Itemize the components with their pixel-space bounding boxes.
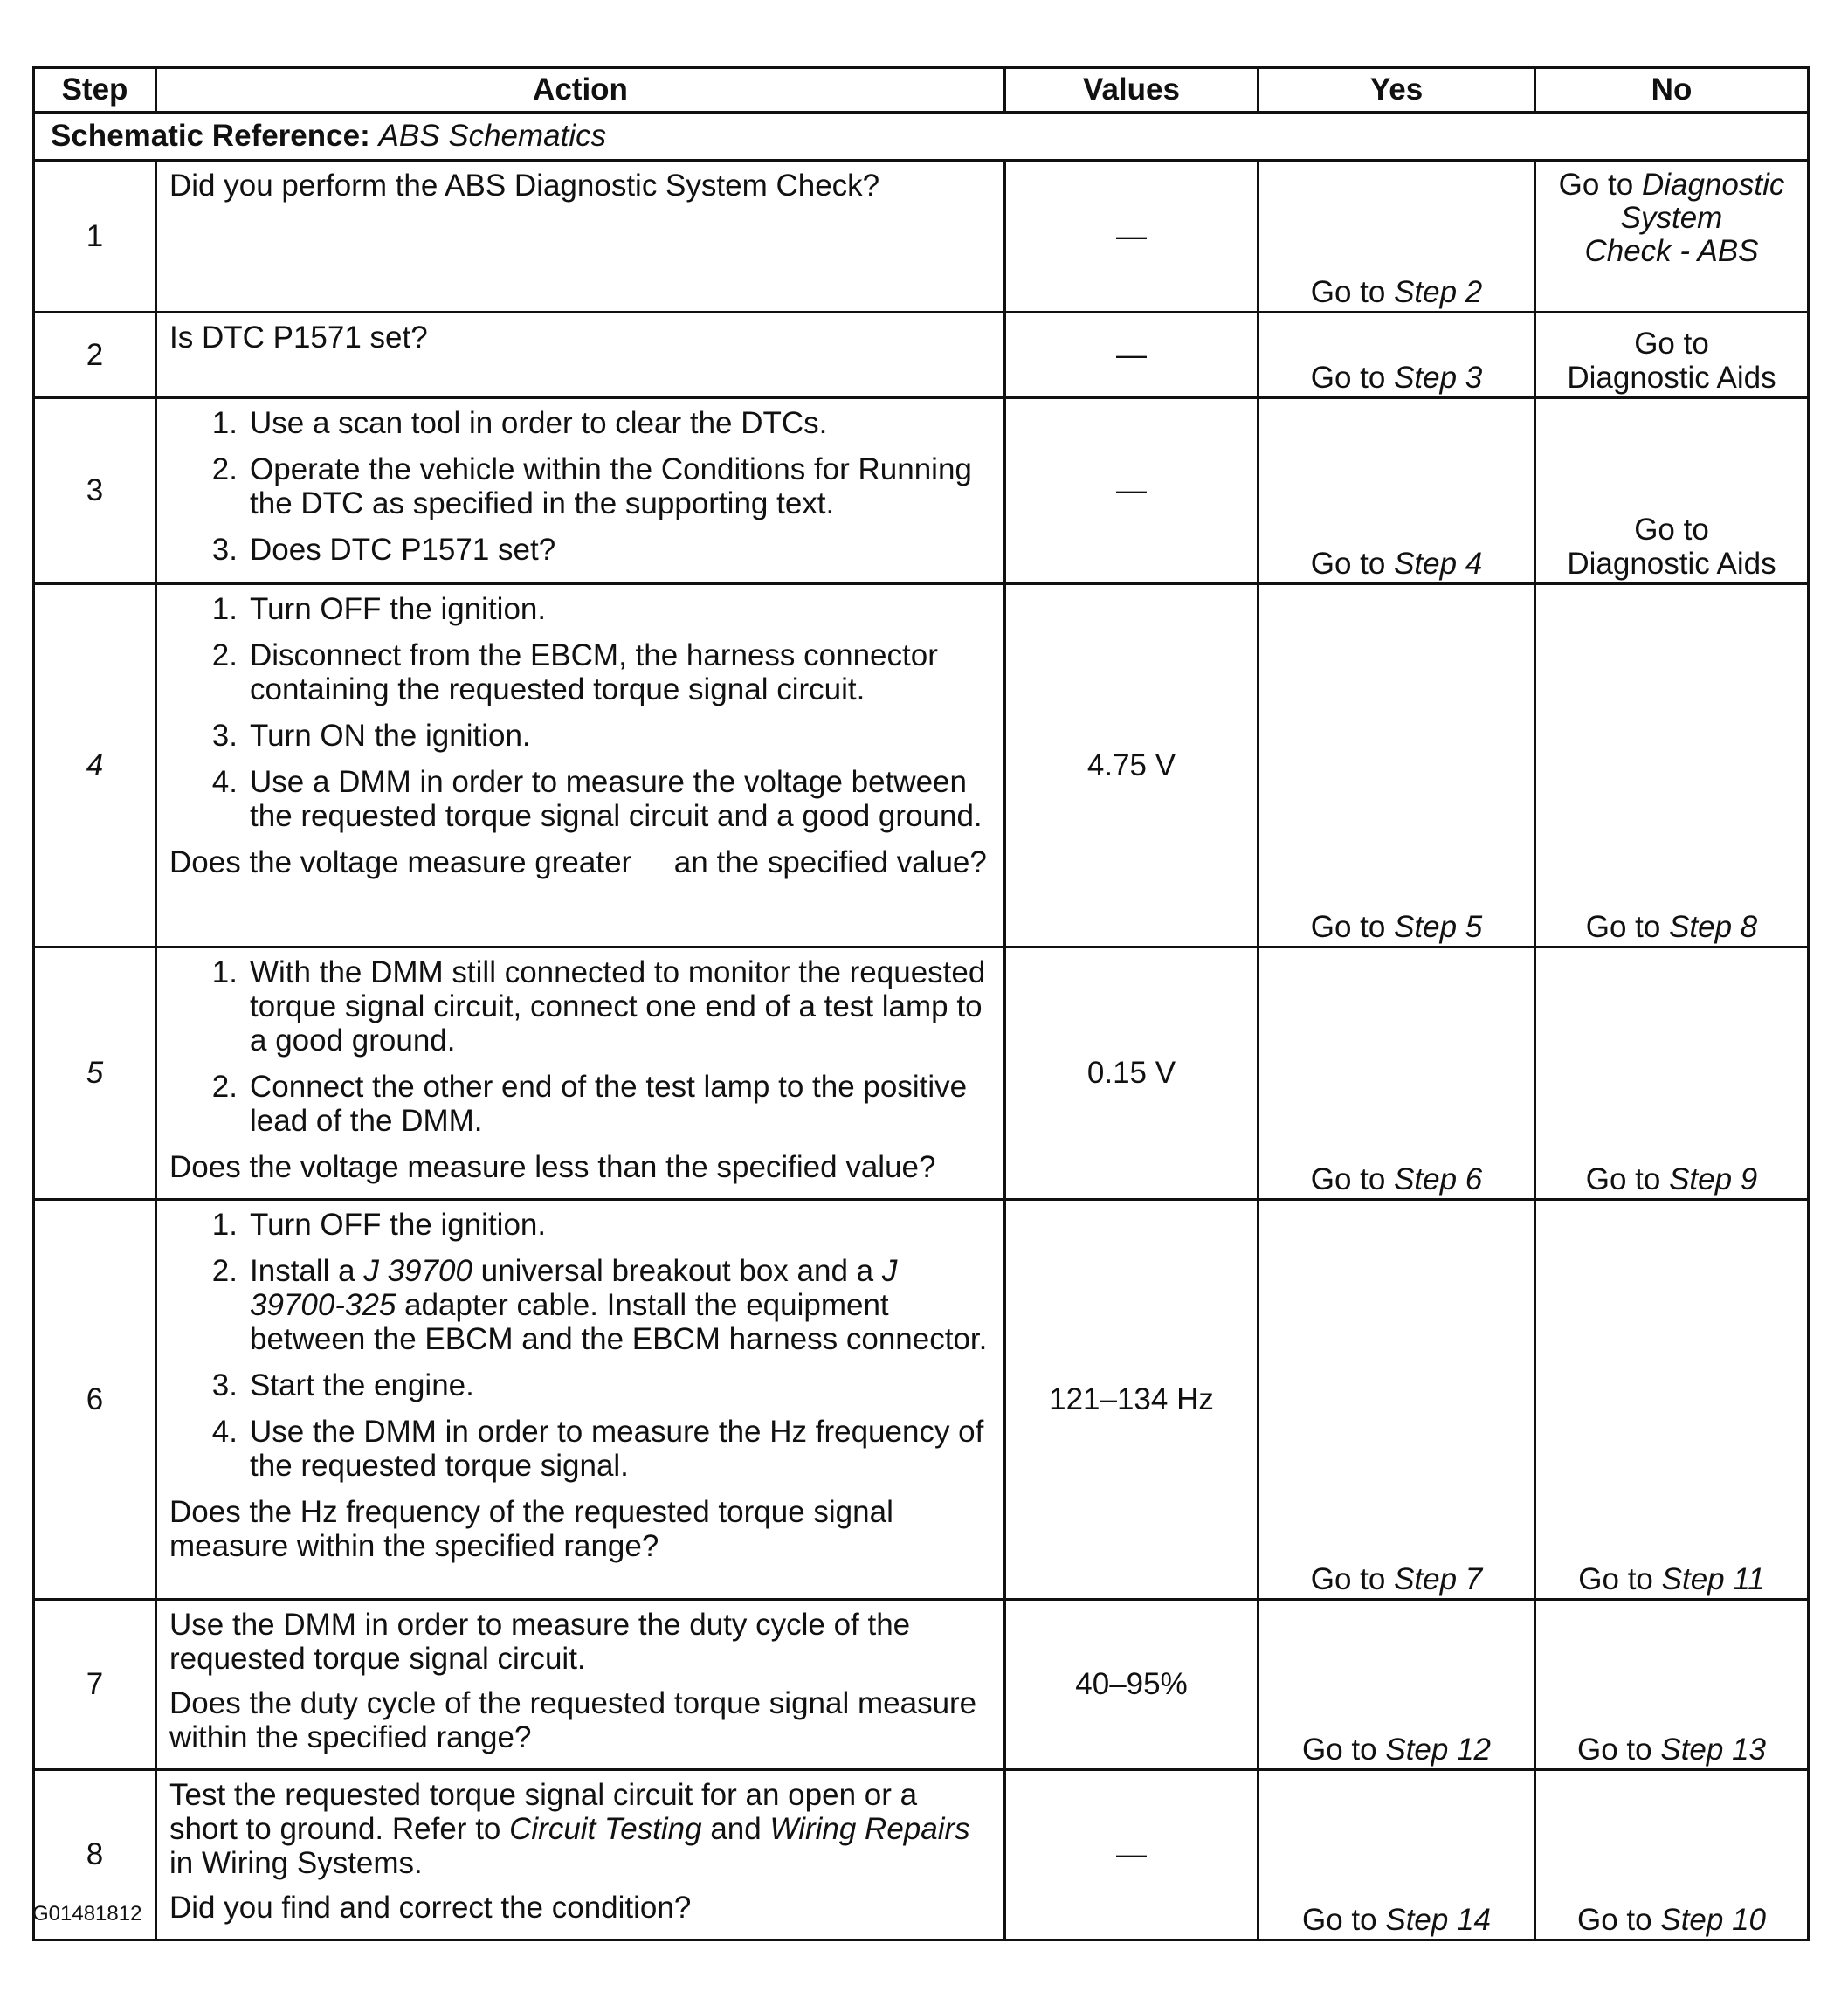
header-step: Step (34, 68, 156, 113)
yes-goto[interactable]: Go to Step 4 (1310, 547, 1483, 581)
step-number: 4 (34, 584, 156, 947)
step-number: 7 (34, 1600, 156, 1770)
yes-cell (1258, 947, 1535, 1200)
no-goto[interactable]: Go to Step 9 (1585, 1162, 1758, 1196)
step-number: 1 (34, 161, 156, 313)
action-cell (156, 947, 1005, 1200)
list-item: 2. Install a J 39700 universal breakout box and a J 39700-325 adapter cable. Install the equipment between the EBCM and the EBCM harness connector. (211, 1254, 988, 1356)
action-text: Did you perform the ABS Diagnostic System Check? (169, 169, 880, 203)
step-number: 5 (34, 947, 156, 1200)
wiring-repairs-link[interactable]: Wiring Repairs (769, 1812, 970, 1846)
table-row (34, 1200, 1809, 1600)
no-goto[interactable]: Go to Step 11 (1578, 1562, 1765, 1596)
no-cell (1535, 161, 1809, 313)
action-list (169, 592, 991, 833)
header-no: No (1535, 68, 1809, 113)
circuit-testing-link[interactable]: Circuit Testing (509, 1812, 702, 1846)
action-cell (156, 1770, 1005, 1940)
yes-goto[interactable]: Go to Step 5 (1310, 910, 1483, 944)
action-cell (156, 161, 1005, 313)
step-number: 3 (34, 398, 156, 584)
header-values: Values (1005, 68, 1258, 113)
no-cell (1535, 1770, 1809, 1940)
value-cell: 121–134 Hz (1005, 1200, 1258, 1600)
yes-goto[interactable]: Go to Step 2 (1310, 275, 1483, 309)
yes-goto[interactable]: Go to Step 6 (1310, 1162, 1483, 1196)
no-cell (1535, 313, 1809, 398)
list-item: 1. Use a scan tool in order to clear the DTCs. (211, 406, 828, 440)
diagnostic-table (32, 66, 1810, 1941)
yes-cell (1258, 398, 1535, 584)
action-question: Does the voltage measure less than the specified value? (169, 1150, 936, 1184)
action-text: Use the DMM in order to measure the duty cycle of the requested torque signal circuit. (169, 1608, 911, 1676)
action-text: Is DTC P1571 set? (169, 320, 428, 355)
step-number: 2 (34, 313, 156, 398)
value-cell: — (1005, 398, 1258, 584)
list-item: 2. Connect the other end of the test lamp to the positive lead of the DMM. (211, 1070, 968, 1138)
no-cell (1535, 1600, 1809, 1770)
action-question: Does the voltage measure greater an the specified value? (169, 845, 987, 879)
list-item: 3. Does DTC P1571 set? (211, 533, 556, 567)
table-row (34, 161, 1809, 313)
no-cell (1535, 398, 1809, 584)
figure-id: G01481812 (32, 1902, 142, 1926)
value-cell: — (1005, 161, 1258, 313)
action-cell (156, 1200, 1005, 1600)
table-row (34, 398, 1809, 584)
no-cell (1535, 947, 1809, 1200)
no-goto[interactable]: Go to Step 8 (1585, 910, 1758, 944)
action-cell (156, 584, 1005, 947)
action-question: Does the Hz frequency of the requested torque signal measure within the specified range? (169, 1495, 893, 1563)
no-cell (1535, 1200, 1809, 1600)
value-cell: 0.15 V (1005, 947, 1258, 1200)
value-cell: — (1005, 313, 1258, 398)
list-item: 4. Use a DMM in order to measure the voltage between the requested torque signal circuit and a good ground. (211, 765, 983, 833)
yes-cell (1258, 313, 1535, 398)
table-row (34, 1770, 1809, 1940)
value-cell: 40–95% (1005, 1600, 1258, 1770)
action-text: Test the requested torque signal circuit for an open or a short to ground. Refer to Circuit Testing and Wiring Repairs in Wiring Systems. (169, 1778, 970, 1880)
action-list (169, 1208, 991, 1483)
yes-cell (1258, 161, 1535, 313)
table-row (34, 584, 1809, 947)
no-goto[interactable]: Go to Step 13 (1577, 1733, 1766, 1767)
list-item: 2. Operate the vehicle within the Conditions for Running the DTC as specified in the supporting text. (211, 452, 972, 520)
list-item: 3. Turn ON the ignition. (211, 719, 531, 753)
header-yes: Yes (1258, 68, 1535, 113)
action-question: Did you find and correct the condition? (169, 1891, 692, 1925)
action-cell (156, 313, 1005, 398)
schematic-link[interactable]: ABS Schematics (378, 119, 607, 153)
yes-goto[interactable]: Go to Step 14 (1302, 1903, 1491, 1937)
schematic-reference (34, 113, 1809, 161)
table-row (34, 947, 1809, 1200)
header-action: Action (156, 68, 1005, 113)
yes-cell (1258, 1770, 1535, 1940)
schematic-row (34, 113, 1809, 161)
action-cell (156, 398, 1005, 584)
action-question: Does the duty cycle of the requested torque signal measure within the specified range? (169, 1686, 977, 1754)
list-item: 1. Turn OFF the ignition. (211, 1208, 547, 1242)
yes-goto[interactable]: Go to Step 3 (1310, 361, 1483, 395)
step-number: 6 (34, 1200, 156, 1600)
no-goto[interactable]: Go to Diagnostic Aids (1567, 513, 1776, 581)
action-list (169, 406, 991, 567)
list-item: 3. Start the engine. (211, 1368, 474, 1402)
list-item: 1. Turn OFF the ignition. (211, 592, 547, 626)
yes-goto[interactable]: Go to Step 7 (1310, 1562, 1483, 1596)
yes-cell (1258, 584, 1535, 947)
value-cell: — (1005, 1770, 1258, 1940)
yes-goto[interactable]: Go to Step 12 (1302, 1733, 1491, 1767)
no-goto[interactable]: Go to Diagnostic System Check - ABS (1558, 168, 1785, 268)
yes-cell (1258, 1600, 1535, 1770)
no-goto[interactable]: Go to Diagnostic Aids (1567, 327, 1776, 395)
table-row (34, 313, 1809, 398)
header-row (34, 68, 1809, 113)
action-list (169, 955, 991, 1138)
no-cell (1535, 584, 1809, 947)
yes-cell (1258, 1200, 1535, 1600)
step-number: 8 (34, 1770, 156, 1940)
list-item: 4. Use the DMM in order to measure the Hz frequency of the requested torque signal. (211, 1415, 984, 1483)
value-cell: 4.75 V (1005, 584, 1258, 947)
schematic-label: Schematic Reference: (51, 119, 370, 153)
table-row (34, 1600, 1809, 1770)
no-goto[interactable]: Go to Step 10 (1577, 1903, 1766, 1937)
list-item: 2. Disconnect from the EBCM, the harness connector containing the requested torque signal circuit. (211, 638, 938, 706)
list-item: 1. With the DMM still connected to monitor the requested torque signal circuit, connect one end of a test lamp to a good ground. (211, 955, 986, 1058)
action-cell (156, 1600, 1005, 1770)
